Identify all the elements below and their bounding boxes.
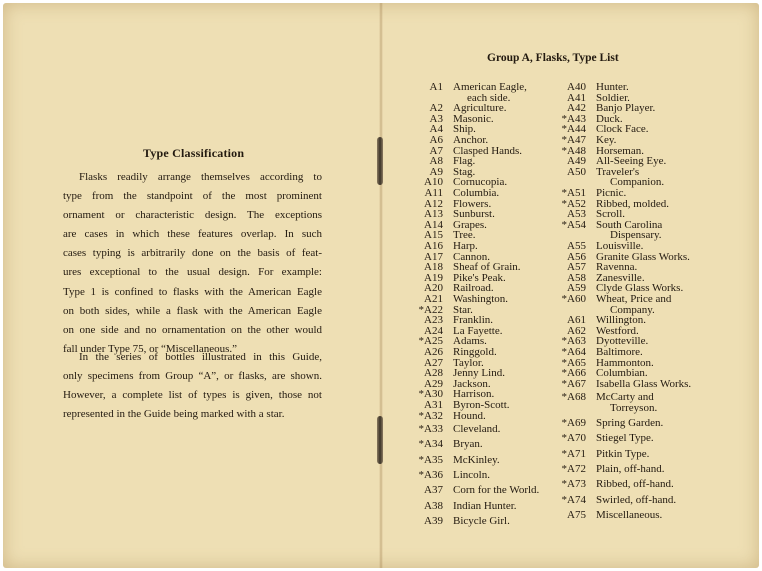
type-name: Tree. bbox=[453, 229, 476, 241]
type-name: Hunter. bbox=[596, 81, 629, 93]
type-name: Companion. bbox=[610, 176, 665, 188]
paragraph-line: Flasks readily arrange themselves according to bbox=[79, 171, 322, 183]
type-code: A15 bbox=[424, 229, 443, 241]
type-code: *A47 bbox=[561, 134, 586, 146]
type-code: *A35 bbox=[418, 454, 443, 466]
booklet-spread bbox=[3, 3, 759, 568]
type-name: Star. bbox=[453, 304, 473, 316]
type-name: Byron-Scott. bbox=[453, 399, 510, 411]
type-name: Traveler's bbox=[596, 166, 640, 178]
type-name: Flag. bbox=[453, 155, 476, 167]
type-code: A17 bbox=[424, 251, 443, 263]
paragraph-line: However, a complete list of types is given, those not bbox=[63, 389, 322, 402]
type-name: Ribbed, molded. bbox=[596, 198, 670, 210]
type-code: A26 bbox=[424, 346, 443, 358]
type-name: Bicycle Girl. bbox=[453, 515, 510, 527]
type-name: each side. bbox=[467, 92, 511, 104]
type-name: Cornucopia. bbox=[453, 176, 508, 188]
type-name: Soldier. bbox=[596, 92, 630, 104]
type-code: *A64 bbox=[561, 346, 586, 358]
type-code: A56 bbox=[567, 251, 586, 263]
type-code: A11 bbox=[424, 187, 443, 199]
type-code: A9 bbox=[429, 166, 443, 178]
type-code: A21 bbox=[424, 293, 443, 305]
type-code: A2 bbox=[429, 102, 443, 114]
type-name: Duck. bbox=[596, 113, 623, 125]
type-name: Clasped Hands. bbox=[453, 145, 523, 157]
type-name: McKinley. bbox=[453, 454, 500, 466]
type-code: A53 bbox=[567, 208, 586, 220]
type-code: *A43 bbox=[561, 113, 586, 125]
type-code: A39 bbox=[424, 515, 443, 527]
type-code: *A63 bbox=[561, 335, 586, 347]
type-name: Grapes. bbox=[453, 219, 487, 231]
type-code: *A70 bbox=[561, 432, 586, 444]
type-name: Indian Hunter. bbox=[453, 500, 517, 512]
type-name: Scroll. bbox=[596, 208, 626, 220]
type-name: Baltimore. bbox=[596, 346, 643, 358]
type-name: Torreyson. bbox=[610, 402, 658, 414]
type-code: A49 bbox=[567, 155, 586, 167]
paragraph-line: represented in the Guide being marked with a star. bbox=[63, 408, 285, 421]
paragraph-line: fall under Type 75, or “Miscellaneous.” bbox=[63, 342, 238, 355]
type-name: Key. bbox=[596, 134, 617, 146]
type-name: Agriculture. bbox=[453, 102, 507, 114]
type-name: Harrison. bbox=[453, 388, 495, 400]
type-name: Stiegel Type. bbox=[596, 432, 654, 444]
type-code: A37 bbox=[424, 484, 443, 496]
type-code: *A44 bbox=[561, 123, 586, 135]
type-list-title: Group A, Flasks, Type List bbox=[487, 52, 619, 64]
type-name: Granite Glass Works. bbox=[596, 251, 690, 263]
type-code: *A72 bbox=[561, 463, 586, 475]
type-code: A13 bbox=[424, 208, 443, 220]
paragraph-line: ornament or characteristic design. The exceptions bbox=[63, 209, 322, 222]
type-name: Columbian. bbox=[596, 367, 648, 379]
classification-paragraph-2 bbox=[63, 348, 322, 424]
type-code: A24 bbox=[424, 325, 443, 337]
type-name: Dispensary. bbox=[610, 229, 662, 241]
type-code: *A48 bbox=[561, 145, 586, 157]
type-name: South Carolina bbox=[596, 219, 663, 231]
paragraph-line: In the series of bottles illustrated in this Guide, bbox=[79, 351, 322, 363]
type-name: Cannon. bbox=[453, 251, 490, 263]
type-name: Louisville. bbox=[596, 240, 644, 252]
type-name: Jenny Lind. bbox=[453, 367, 505, 379]
type-code: A8 bbox=[429, 155, 443, 167]
type-name: Westford. bbox=[596, 325, 639, 337]
type-code: *A52 bbox=[561, 198, 586, 210]
spine-fold bbox=[379, 3, 383, 568]
type-code: A59 bbox=[567, 282, 586, 294]
type-code: A18 bbox=[424, 261, 443, 273]
type-code: A61 bbox=[567, 314, 586, 326]
type-name: Lincoln. bbox=[453, 469, 490, 481]
type-name: Miscellaneous. bbox=[596, 509, 663, 521]
paragraph-line: ures exceptional to the usual design. For example: bbox=[63, 266, 322, 279]
type-code: A1 bbox=[429, 81, 443, 93]
type-code: A28 bbox=[424, 367, 443, 379]
type-code: *A74 bbox=[561, 494, 586, 506]
paragraph-line: are cases in which these features overlap. In such bbox=[63, 228, 322, 241]
type-code: *A30 bbox=[418, 388, 443, 400]
type-code: A75 bbox=[567, 509, 586, 521]
classification-paragraph-1 bbox=[63, 168, 322, 359]
type-name: Spring Garden. bbox=[596, 417, 664, 429]
type-name: Company. bbox=[610, 304, 655, 316]
type-code: *A34 bbox=[418, 438, 443, 450]
type-name: Adams. bbox=[453, 335, 487, 347]
type-code: A50 bbox=[567, 166, 586, 178]
type-code: A16 bbox=[424, 240, 443, 252]
type-code: A3 bbox=[429, 113, 443, 125]
type-code: A20 bbox=[424, 282, 443, 294]
type-classification-heading: Type Classification bbox=[143, 146, 245, 160]
type-name: Stag. bbox=[453, 166, 476, 178]
type-name: Willington. bbox=[596, 314, 646, 326]
type-code: *A65 bbox=[561, 357, 586, 369]
type-name: Franklin. bbox=[453, 314, 494, 326]
type-name: Horseman. bbox=[596, 145, 644, 157]
type-name: Ringgold. bbox=[453, 346, 497, 358]
type-code: A58 bbox=[567, 272, 586, 284]
type-code: A29 bbox=[424, 378, 443, 390]
type-name: Masonic. bbox=[453, 113, 494, 125]
type-code: A14 bbox=[424, 219, 443, 231]
type-code: *A25 bbox=[418, 335, 443, 347]
type-code: A23 bbox=[424, 314, 443, 326]
paragraph-line: on both sides, while a flask with the American Eagle bbox=[63, 304, 322, 317]
type-code: *A73 bbox=[561, 478, 586, 490]
type-name: Washington. bbox=[453, 293, 509, 305]
type-code: *A33 bbox=[418, 423, 443, 435]
type-name: American Eagle, bbox=[453, 81, 527, 93]
type-code: A27 bbox=[424, 357, 443, 369]
type-code: A38 bbox=[424, 500, 443, 512]
paragraph-line: on one side and no ornamentation on the other would bbox=[63, 323, 322, 336]
paragraph-line: only specimens from Group “A”, or flasks, are shown. bbox=[63, 370, 322, 383]
type-code: *A32 bbox=[418, 410, 443, 422]
type-code: *A54 bbox=[561, 219, 586, 231]
type-code: A4 bbox=[429, 123, 443, 135]
type-code: *A71 bbox=[561, 448, 586, 460]
type-name: Zanesville. bbox=[596, 272, 645, 284]
type-name: Sheaf of Grain. bbox=[453, 261, 521, 273]
type-name: Dyotteville. bbox=[596, 335, 649, 347]
type-name: Ship. bbox=[453, 123, 476, 135]
type-name: Plain, off-hand. bbox=[596, 463, 665, 475]
type-code: *A22 bbox=[418, 304, 443, 316]
type-code: A19 bbox=[424, 272, 443, 284]
type-name: Cleveland. bbox=[453, 423, 501, 435]
type-name: Clyde Glass Works. bbox=[596, 282, 684, 294]
type-name: Pitkin Type. bbox=[596, 448, 650, 460]
paragraph-line: Type 1 is confined to flasks with the American Eagle bbox=[63, 285, 322, 298]
type-code: A6 bbox=[429, 134, 443, 146]
type-name: Clock Face. bbox=[596, 123, 649, 135]
type-name: Picnic. bbox=[596, 187, 627, 199]
type-code: A62 bbox=[567, 325, 586, 337]
type-name: Isabella Glass Works. bbox=[596, 378, 692, 390]
type-name: Banjo Player. bbox=[596, 102, 656, 114]
type-name: Swirled, off-hand. bbox=[596, 494, 677, 506]
type-name: Railroad. bbox=[453, 282, 494, 294]
type-code: *A67 bbox=[561, 378, 586, 390]
type-code: *A51 bbox=[561, 187, 586, 199]
staple-bottom bbox=[377, 416, 383, 464]
type-name: Wheat, Price and bbox=[596, 293, 672, 305]
type-name: Pike's Peak. bbox=[453, 272, 506, 284]
type-name: All-Seeing Eye. bbox=[596, 155, 667, 167]
type-code: A55 bbox=[567, 240, 586, 252]
type-name: Jackson. bbox=[453, 378, 491, 390]
type-name: Flowers. bbox=[453, 198, 492, 210]
type-name: Corn for the World. bbox=[453, 484, 540, 496]
type-code: A12 bbox=[424, 198, 443, 210]
type-code: A31 bbox=[424, 399, 443, 411]
type-code: *A66 bbox=[561, 367, 586, 379]
type-name: Anchor. bbox=[453, 134, 489, 146]
type-code: A40 bbox=[567, 81, 586, 93]
type-code: A10 bbox=[424, 176, 443, 188]
type-code: A42 bbox=[567, 102, 586, 114]
type-code: *A68 bbox=[561, 391, 586, 403]
type-code: A41 bbox=[567, 92, 586, 104]
type-name: Taylor. bbox=[453, 357, 484, 369]
type-name: La Fayette. bbox=[453, 325, 503, 337]
type-name: Hound. bbox=[453, 410, 486, 422]
type-name: McCarty and bbox=[596, 391, 654, 403]
type-code: *A60 bbox=[561, 293, 586, 305]
paragraph-line: type from the standpoint of the most prominent bbox=[63, 190, 322, 203]
staple-top bbox=[377, 137, 383, 185]
type-name: Harp. bbox=[453, 240, 478, 252]
type-name: Ravenna. bbox=[596, 261, 638, 273]
type-code: *A69 bbox=[561, 417, 586, 429]
type-code: *A36 bbox=[418, 469, 443, 481]
type-name: Hammonton. bbox=[596, 357, 654, 369]
type-name: Ribbed, off-hand. bbox=[596, 478, 674, 490]
type-code: A7 bbox=[429, 145, 443, 157]
paragraph-line: cases typing is arbitrarily done on the basis of feat- bbox=[63, 247, 322, 260]
type-name: Bryan. bbox=[453, 438, 483, 450]
type-name: Sunburst. bbox=[453, 208, 495, 220]
type-code: A57 bbox=[567, 261, 586, 273]
type-name: Columbia. bbox=[453, 187, 500, 199]
